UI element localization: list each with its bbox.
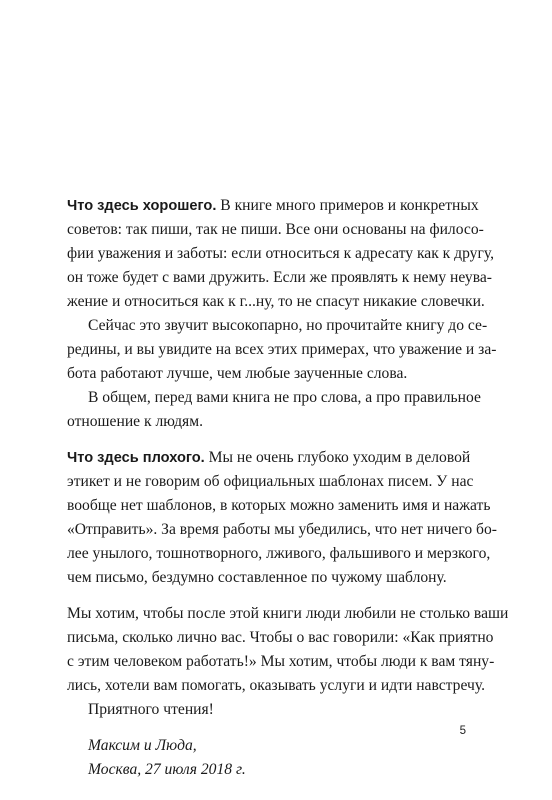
bad-section-first-line xyxy=(67,446,471,470)
bad-section-line: лее унылого, тошнотворного, лживого, фальшивого и мерзкого, xyxy=(67,545,491,562)
good-section-line: он тоже будет с вами дружить. Если же проявлять к нему неува- xyxy=(67,269,492,286)
good-section-first-line xyxy=(67,194,479,218)
closing-paragraph-line: с этим человеком работать!» Мы хотим, чтобы люди к вам тяну- xyxy=(67,653,495,670)
bad-section-line: вообще нет шаблонов, в которых можно заменить имя и нажать xyxy=(67,497,491,514)
bad-section-line: «Отправить». За время работы мы убедились, что нет ничего бо- xyxy=(67,521,497,538)
bad-section-line: Мы не очень глубоко уходим в деловой xyxy=(204,449,471,466)
closing-paragraph-line: лись, хотели вам помогать, оказывать услуги и идти навстречу. xyxy=(67,677,485,694)
closing-paragraph-line: Мы хотим, чтобы после этой книги люди любили не столько ваши xyxy=(67,605,509,622)
bad-section-line: чем письмо, бездумно составленное по чужому шаблону. xyxy=(67,569,447,586)
bad-section-line: этикет и не говорим об официальных шаблонах писем. У нас xyxy=(67,473,474,490)
bad-section-heading: Что здесь плохого. xyxy=(67,450,205,466)
good-section-heading: Что здесь хорошего. xyxy=(67,198,217,214)
paragraph-2-line: редины, и вы увидите на всех этих примерах, что уважение и за- xyxy=(67,341,497,358)
paragraph-3-line: отношение к людям. xyxy=(67,413,203,430)
good-section-line: фии уважения и заботы: если относиться к адресату как к другу, xyxy=(67,245,494,262)
paragraph-2-line: Сейчас это звучит высокопарно, но прочитайте книгу до се- xyxy=(88,317,488,334)
good-section-line: В книге много примеров и конкретных xyxy=(216,197,479,214)
page-number: 5 xyxy=(459,725,466,737)
greeting: Приятного чтения! xyxy=(88,701,214,718)
paragraph-2-line: бота работают лучше, чем любые заученные слова. xyxy=(67,365,408,382)
signature-authors: Максим и Люда, xyxy=(88,737,197,754)
good-section-line: советов: так пиши, так не пиши. Все они основаны на филосо- xyxy=(67,221,484,238)
paragraph-3-line: В общем, перед вами книга не про слова, а про правильное xyxy=(88,389,481,406)
closing-paragraph-line: письма, сколько лично вас. Чтобы о вас говорили: «Как приятно xyxy=(67,629,494,646)
good-section-line: жение и относиться как к г...ну, то не спасут никакие словечки. xyxy=(67,293,485,310)
signature-place-date: Москва, 27 июля 2018 г. xyxy=(88,761,246,778)
